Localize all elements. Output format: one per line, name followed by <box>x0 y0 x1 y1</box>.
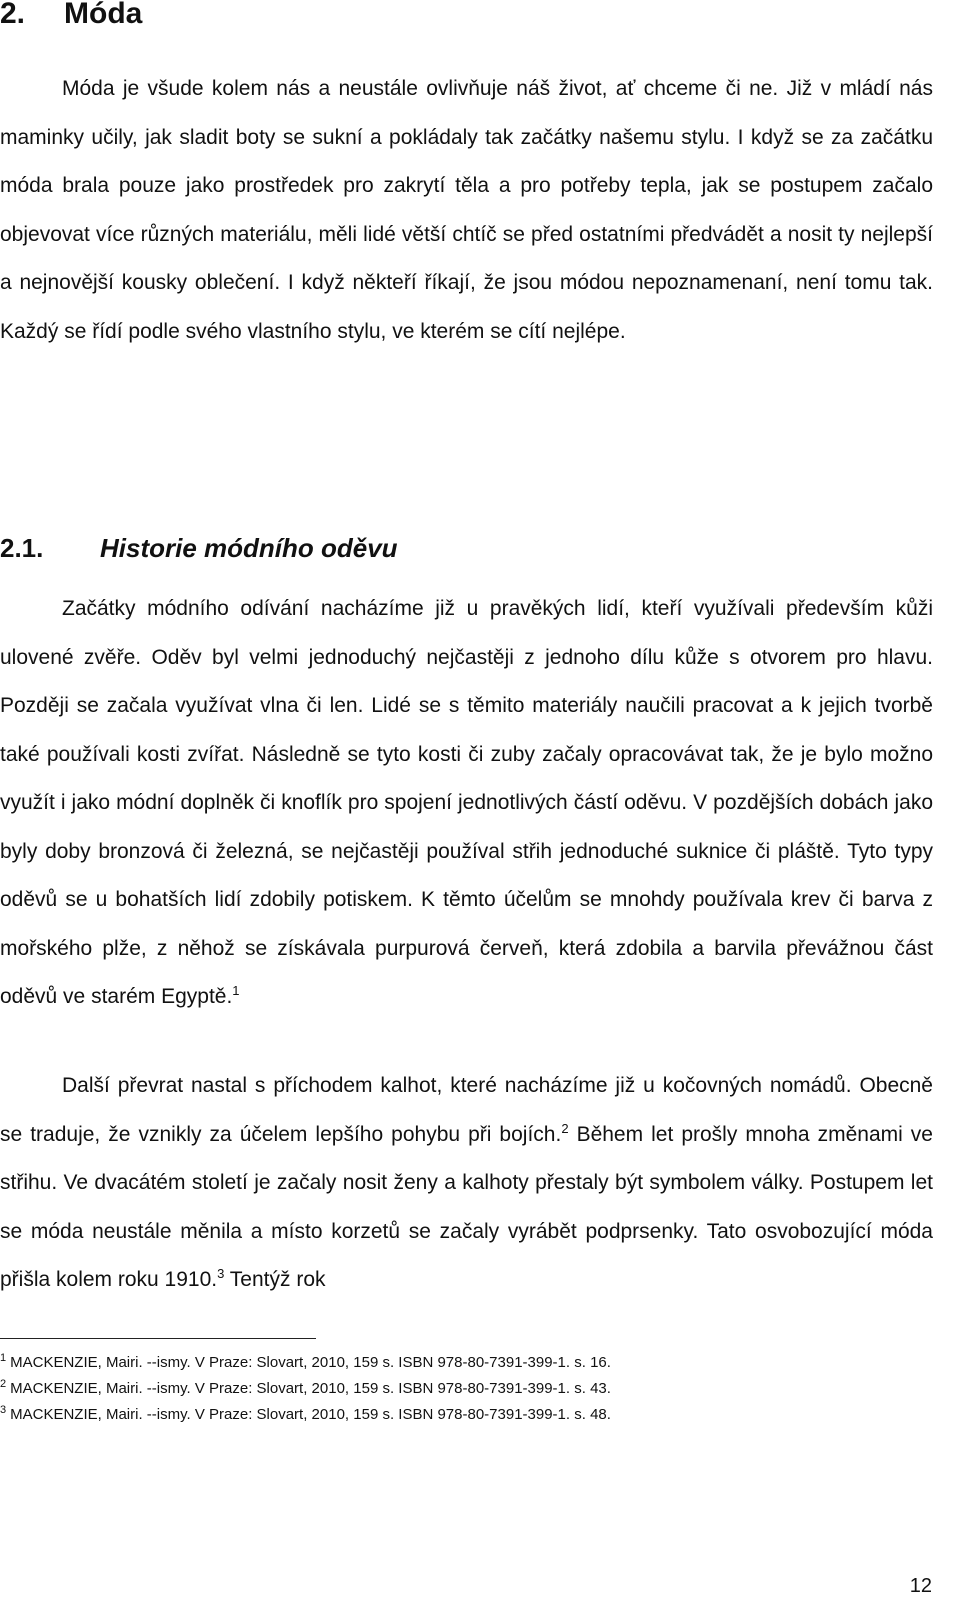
footnote-separator <box>0 1338 316 1339</box>
footnote <box>0 1402 933 1428</box>
footnote-mark: 3 <box>0 1404 7 1416</box>
subsection-paragraph-1 <box>0 585 933 1022</box>
subsection-heading <box>0 530 398 566</box>
subsection-paragraph-2 <box>0 1062 933 1305</box>
paragraph-text: Začátky módního odívání nacházíme již u pravěkých lidí, kteří využívali především kůži ulovené zvěře. Oděv byl velmi jednoduchý nejčastěji z jednoho dílu kůže s otvorem pro hlavu. Později se začala využívat vlna či len. Lidé se s těmito materiály naučili pracovat a k jejich tvorbě také používali kosti zvířat. Následně se tyto kosti či zuby začaly opracovávat tak, že je bylo možno využít i jako módní doplněk či knoflík pro spojení jednotlivých částí oděvu. V pozdějších dobách jako byly doby bronzová či železná, se nejčastěji používal střih jednoduché suknice či pláště. Tyto typy oděvů se u bohatších lidí zdobily potiskem. K těmto účelům se mnohdy používala krev či barva z mořského plže, z něhož se získávala purpurová červeň, která zdobila a barvila převážnou část oděvů ve starém Egyptě. <box>0 597 933 1008</box>
footnote-reference[interactable]: 2 <box>561 1120 569 1136</box>
footnote-text: MACKENZIE, Mairi. --ismy. V Praze: Slovart, 2010, 159 s. ISBN 978-80-7391-399-1. s. 48. <box>10 1406 611 1423</box>
paragraph-text: Během let prošly mnoha změnami ve střihu. Ve dvacátém století je začaly nosit ženy a kalhoty přestaly být symbolem války. Postupem let se móda neustále měnila a místo korzetů se začaly vyrábět podprsenky. Tato osvobozující móda přišla kolem roku 1910. <box>0 1122 933 1291</box>
footnotes <box>0 1350 933 1428</box>
footnote-reference[interactable]: 1 <box>232 983 240 998</box>
paragraph-text: Další převrat nastal s příchodem kalhot, které nacházíme již u kočovných nomádů. Obecně se traduje, že vznikly za účelem lepšího pohybu při bojích. <box>0 1074 933 1146</box>
footnote-text: MACKENZIE, Mairi. --ismy. V Praze: Slovart, 2010, 159 s. ISBN 978-80-7391-399-1. s. 16. <box>10 1354 611 1371</box>
subsection-number: 2.1. <box>0 533 44 563</box>
footnote <box>0 1350 933 1376</box>
page-number: 12 <box>909 1575 932 1597</box>
section-paragraph: Móda je všude kolem nás a neustále ovlivňuje náš život, ať chceme či ne. Již v mládí nás maminky učily, jak sladit boty se sukní a pokládaly tak začátky našemu stylu. I když se za začátku móda brala pouze jako prostředek pro zakrytí těla a pro potřeby tepla, jak se postupem začalo objevovat více různých materiálu, měli lidé větší chtíč se před ostatními předvádět a nosit ty nejlepší a nejnovější kousky oblečení. I když někteří říkají, že jsou módou nepoznamenaní, není tomu tak. Každý se řídí podle svého vlastního stylu, ve kterém se cítí nejlépe. <box>0 77 933 343</box>
section-title: Móda <box>64 0 143 30</box>
section-number: 2. <box>0 0 26 30</box>
footnote-mark: 2 <box>0 1378 7 1390</box>
footnote-text: MACKENZIE, Mairi. --ismy. V Praze: Slovart, 2010, 159 s. ISBN 978-80-7391-399-1. s. 43. <box>10 1380 611 1397</box>
footnote-mark: 1 <box>0 1352 7 1364</box>
section-heading <box>0 0 142 34</box>
footnote <box>0 1376 933 1402</box>
paragraph-text: Tentýž rok <box>224 1268 326 1291</box>
footnote-reference[interactable]: 3 <box>217 1266 225 1281</box>
subsection-title: Historie módního oděvu <box>100 533 398 563</box>
